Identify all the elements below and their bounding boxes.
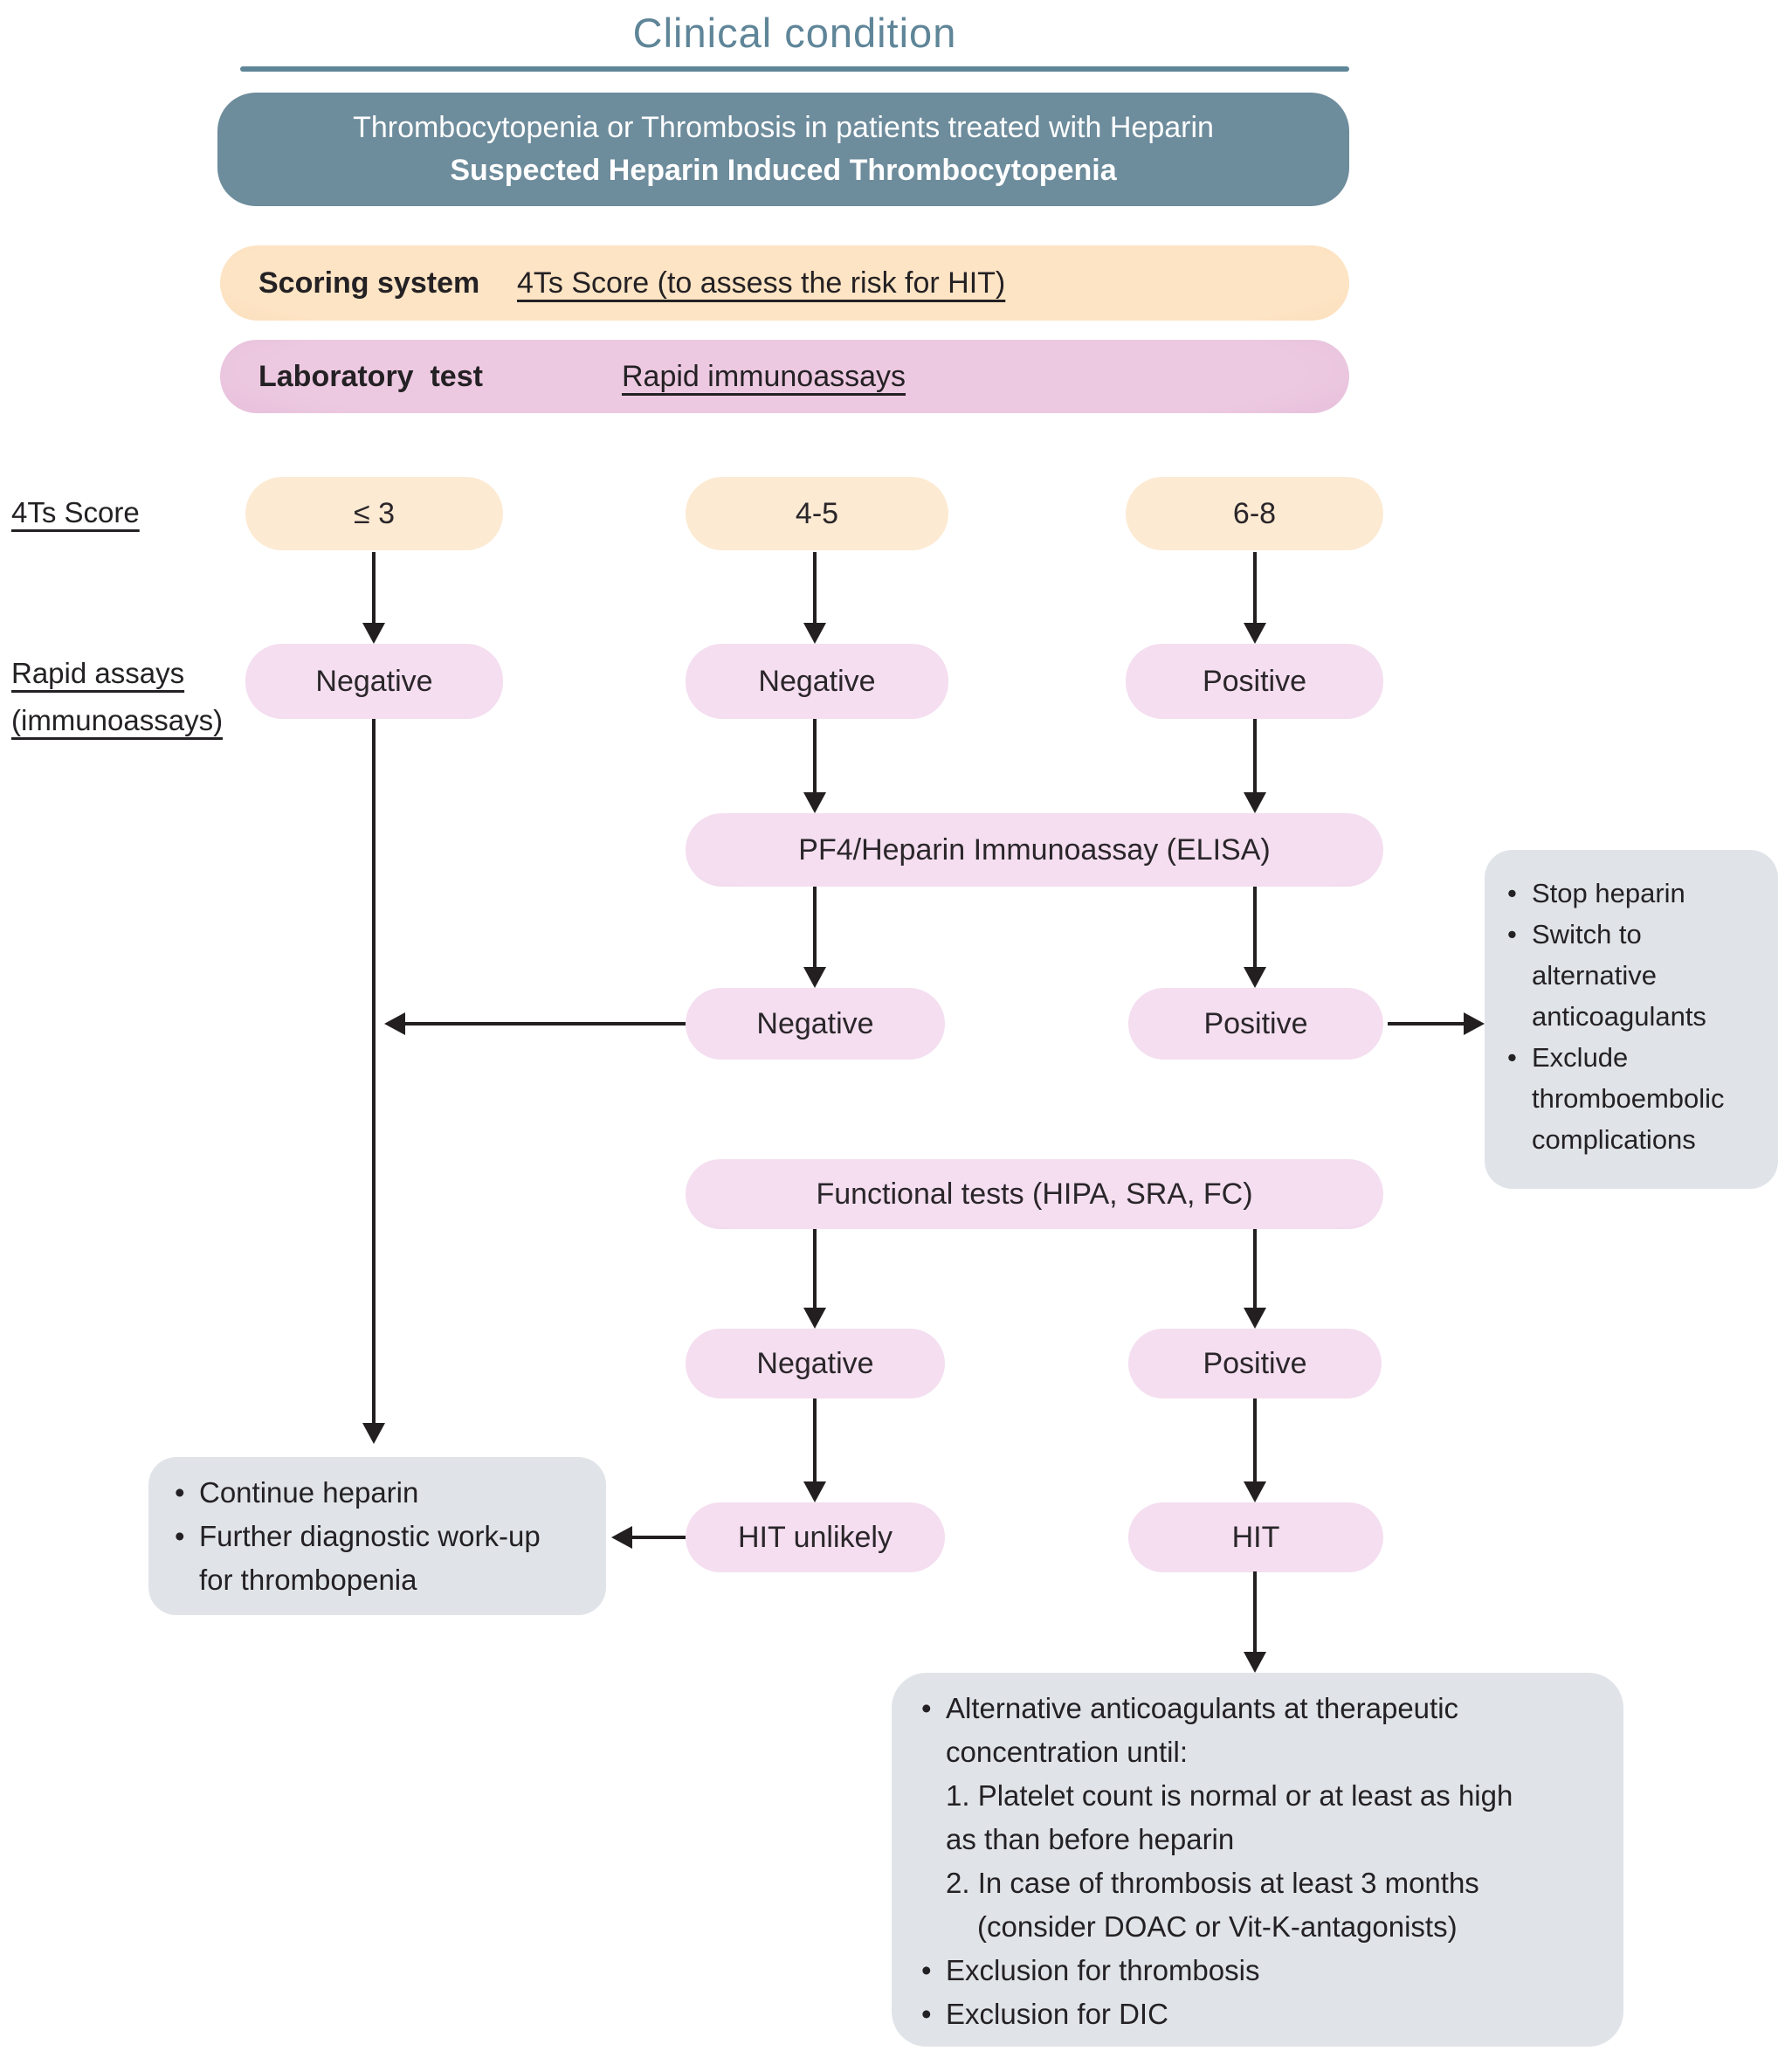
info-line [175,1515,589,1558]
pill-rapid-low: Negative [245,644,503,719]
bullet-icon: • [175,1520,185,1552]
label-rapid-assays-line2: (immunoassays) [11,704,224,736]
info-line [921,1774,1602,1818]
pill-hit-unlikely: HIT unlikely [686,1502,945,1572]
pill-functional-negative: Negative [686,1329,945,1398]
label-rapid-assays-line1: Rapid assays [11,657,185,689]
info-line [175,1558,589,1602]
bullet-icon: • [1507,1042,1517,1073]
info-line [921,1992,1602,2036]
info-line-text: Exclusion for DIC [946,1998,1168,2030]
info-line-text: 2. In case of thrombosis at least 3 months [946,1867,1479,1899]
pill-elisa-negative: Negative [686,988,945,1060]
bullet-icon: • [1507,919,1517,950]
arrow-down-functional-negative [813,1229,817,1308]
page-title: Clinical condition [632,10,957,56]
info-line [921,1687,1602,1730]
info-line-text: (consider DOAC or Vit-K-antagonists) [977,1910,1458,1943]
bullet-icon: • [921,1692,932,1724]
info-line-text: Switch to [1532,919,1642,950]
clinical-condition-box [217,93,1349,206]
arrow-down-elisa-negative [813,887,817,967]
arrow-down-score-high [1253,552,1257,623]
info-line [1507,914,1766,955]
pill-hit: HIT [1128,1502,1383,1572]
info-line [1507,1119,1766,1160]
info-line-text: Exclusion for thrombosis [946,1954,1260,1986]
bullet-icon: • [921,1998,932,2030]
info-line [1507,1078,1766,1119]
info-line [953,1905,1602,1949]
bullet-icon: • [1507,878,1517,908]
info-line-text: complications [1532,1124,1696,1155]
info-line-text: thromboembolic [1532,1083,1725,1114]
arrow-down-score-low [372,552,376,623]
pill-score-high: 6-8 [1126,477,1383,550]
arrow-down-rapid-high-to-elisa [1253,719,1257,792]
info-line [1507,873,1766,914]
arrow-right-positive-to-stop-heparin [1388,1022,1464,1026]
info-line-text: alternative [1532,960,1658,991]
arrow-left-hit-unlikely-to-continue [632,1536,686,1539]
arrow-down-rapid-mid-to-elisa [813,719,817,792]
info-line-text: for thrombopenia [199,1564,417,1596]
pill-rapid-mid: Negative [686,644,948,719]
info-line [921,1730,1602,1774]
continue-heparin-info-box [148,1457,606,1615]
arrow-down-elisa-positive [1253,887,1257,967]
info-line-text: as than before heparin [946,1823,1235,1855]
info-line-text: 1. Platelet count is normal or at least as high [946,1779,1513,1812]
info-line-text: Stop heparin [1532,878,1685,908]
laboratory-test-label: Laboratory test [258,359,483,393]
header-line-2: Suspected Heparin Induced Thrombocytopenia [450,154,1117,187]
bullet-icon: • [175,1476,185,1509]
laboratory-test-row [220,340,1349,413]
info-line [921,1818,1602,1861]
arrow-down-score-mid [813,552,817,623]
info-line-text: Continue heparin [199,1476,419,1509]
info-line-text: Further diagnostic work-up [199,1520,541,1552]
info-line [175,1471,589,1515]
scoring-system-label: Scoring system [258,266,480,300]
info-line-text: concentration until: [946,1736,1189,1768]
arrow-down-low-score-bypass [372,719,376,1423]
scoring-system-value: 4Ts Score (to assess the risk for HIT) [517,266,1006,300]
pill-score-low: ≤ 3 [245,477,503,550]
hit-treatment-info-box [892,1673,1623,2047]
info-line [921,1861,1602,1905]
arrow-left-elisa-negative-to-bypass [405,1022,686,1026]
arrow-down-hit-to-treatment [1253,1571,1257,1652]
pill-rapid-high: Positive [1126,644,1383,719]
header-line-1: Thrombocytopenia or Thrombosis in patients treated with Heparin [353,111,1214,144]
arrow-down-functional-positive [1253,1229,1257,1308]
info-line-text: Alternative anticoagulants at therapeutic [946,1692,1459,1724]
title-underline [240,66,1349,72]
pill-elisa-positive: Positive [1128,988,1383,1060]
info-line [1507,1037,1766,1078]
info-line-text: anticoagulants [1532,1001,1706,1032]
arrow-down-to-hit-unlikely [813,1398,817,1481]
info-line [1507,955,1766,996]
functional-tests-box: Functional tests (HIPA, SRA, FC) [686,1159,1383,1229]
pill-score-mid: 4-5 [686,477,948,550]
arrow-down-to-hit [1253,1398,1257,1481]
bullet-icon: • [921,1954,932,1986]
label-4ts-score: 4Ts Score [11,496,140,528]
info-line [921,1949,1602,1992]
info-line-text: Exclude [1532,1042,1629,1073]
pill-functional-positive: Positive [1128,1329,1382,1398]
scoring-system-row [220,245,1349,321]
laboratory-test-value: Rapid immunoassays [622,359,906,393]
info-line [1507,996,1766,1037]
stop-heparin-info-box [1485,850,1778,1189]
elisa-box: PF4/Heparin Immunoassay (ELISA) [686,813,1383,887]
